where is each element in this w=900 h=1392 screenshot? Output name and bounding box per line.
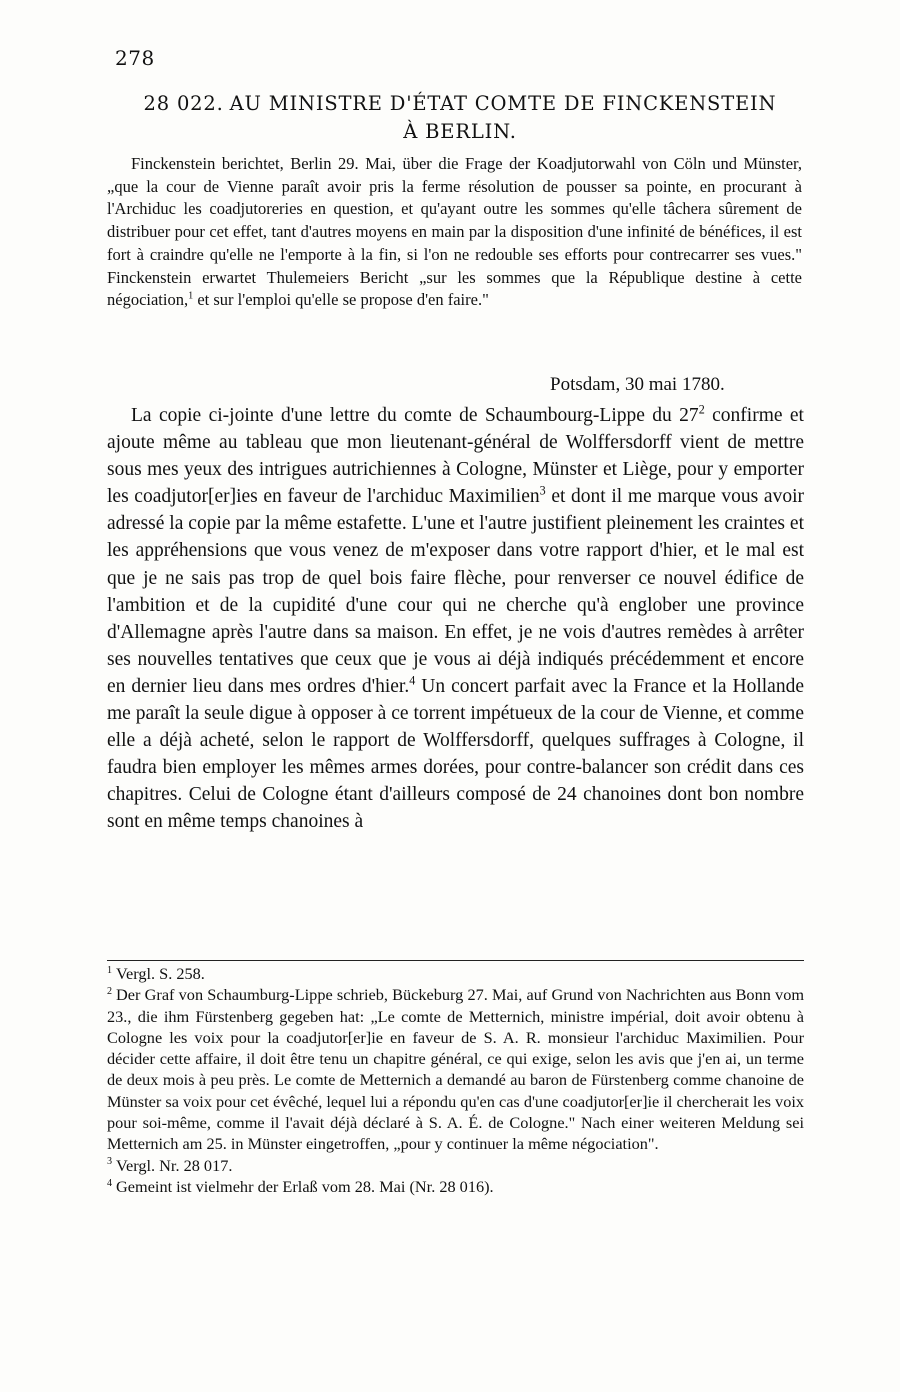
footnote-item — [107, 984, 804, 1154]
footnote-item — [107, 1155, 804, 1176]
heading-title-line-1: AU MINISTRE D'ÉTAT COMTE DE FINCKENSTEIN — [229, 92, 777, 115]
summary-text: Finckenstein berichtet, Berlin 29. Mai, über die Frage der Koadjutorwahl von Cöln und Münster, „que la cour de Vienne paraît avoir pris la ferme résolution de pousser sa pointe, en procurant à l'Archiduc les coadjutoreries en question, et qu'ayant outre les sommes qu'elle tâchera sûrement de distribuer pour cet effet, tant d'autres moyens en main par la disposition d'une infinité de bénéfices, il est fort à craindre qu'elle ne l'emporte à la fin, si l'on ne redouble ses efforts pour contrecarrer ses vues." Finckenstein erwartet Thulemeiers Bericht „sur les sommes que la République destine à cette négociation, — [107, 154, 802, 310]
body-text-4: Un concert parfait avec la France et la Hollande me paraît la seule digue à opposer à ce torrent impétueux de la cour de Vienne, et comme elle a déjà acheté, selon le rapport de Wolffersdorff, quelques suffrages à Cologne, il faudra bien employer les mêmes armes dorées, pour contre-balancer son crédit dans ces chapitres. Celui de Cologne étant d'ailleurs composé de 24 chanoines dont bon nombre sont en même temps chanoines à — [107, 675, 804, 833]
footnote-mark: 1 — [107, 964, 113, 976]
footnote-reference: 1 — [188, 290, 194, 302]
footnote-item — [107, 1176, 804, 1197]
footnote-reference: 4 — [409, 673, 416, 688]
heading-title-line-2: À BERLIN. — [403, 120, 517, 143]
footnotes — [107, 963, 804, 1197]
body-text-3: et dont il me marque vous avoir adressé la copie par la même estafette. L'une et l'autre justifient pleinement les craintes et les appréhensions que vous venez de m'exposer dans votre rapport d'hier, et le mal est que je ne sais pas trop de quel bois faire flèche, pour renverser ce nouvel édifice de l'ambition et de la cupidité d'une cour qui ne cherche qu'à englober une province d'Allemagne après l'autre dans sa maison. En effet, je ne vois d'autres remèdes à arrêter ses nouvelles tentatives que ceux que je vous ai déjà indiqués précédemment et encore en dernier lieu dans mes ordres d'hier. — [107, 486, 804, 697]
letter-number: 28 022. — [143, 92, 224, 115]
summary-text-end: et sur l'emploi qu'elle se propose d'en faire." — [193, 290, 489, 310]
editorial-summary — [107, 153, 802, 312]
dateline: Potsdam, 30 mai 1780. — [550, 374, 725, 395]
footnote-text: Der Graf von Schaumburg-Lippe schrieb, Bückeburg 27. Mai, auf Grund von Nachrichten aus Bonn vom 23., die ihm Fürstenberg gegeben hat: „Le comte de Metternich, ministre impérial, doit avoir obtenu à Cologne les voix pour la coadjutor[er]ie en faveur de S. A. R. monsieur l'archiduc Maximilien. Pour décider cette affaire, il doit être tenu un chapitre général, ce qui exige, selon les avis que j'en ai, un terme de deux mois à peu près. Le comte de Metternich a demandé au baron de Fürstenberg comme chanoine de Münster sa voix pour cet évêché, lequel lui a répondu qu'en cas d'une coadjutor[er]ie il chercherait les voix pour soi-même, comme il l'avait déjà déclaré à S. A. É. de Cologne." Nach einer weiteren Meldung sei Metternich am 25. in Münster eingetroffen, „pour y continuer la même négociation". — [107, 985, 804, 1154]
summary-paragraph — [107, 153, 802, 312]
page-number: 278 — [115, 46, 155, 70]
body-text-2: confirme et ajoute même au tableau que mon lieutenant-général de Wolffersdorff vient de mettre sous mes yeux des intrigues autrichiennes à Cologne, Münster et Liège, pour y emporter les coadjutor[er]ies en faveur de l'archiduc Maximilien — [107, 405, 804, 508]
body-text-1: La copie ci-jointe d'une lettre du comte de Schaumbourg-Lippe du 27 — [131, 405, 699, 426]
letter-body — [107, 402, 804, 836]
footnote-text: Vergl. S. 258. — [116, 964, 205, 983]
footnote-reference: 3 — [539, 483, 546, 498]
footnote-item — [107, 963, 804, 984]
footnote-text: Gemeint ist vielmehr der Erlaß vom 28. Mai (Nr. 28 016). — [116, 1176, 494, 1196]
letter-heading — [130, 90, 790, 146]
footnote-mark: 3 — [107, 1156, 113, 1168]
footnote-mark: 4 — [107, 1177, 113, 1189]
footnote-mark: 2 — [107, 985, 113, 997]
footnote-divider — [107, 960, 804, 961]
footnote-reference: 2 — [698, 402, 705, 417]
body-paragraph — [107, 402, 804, 836]
footnote-text: Vergl. Nr. 28 017. — [116, 1155, 233, 1175]
heading-line-1 — [130, 90, 790, 118]
